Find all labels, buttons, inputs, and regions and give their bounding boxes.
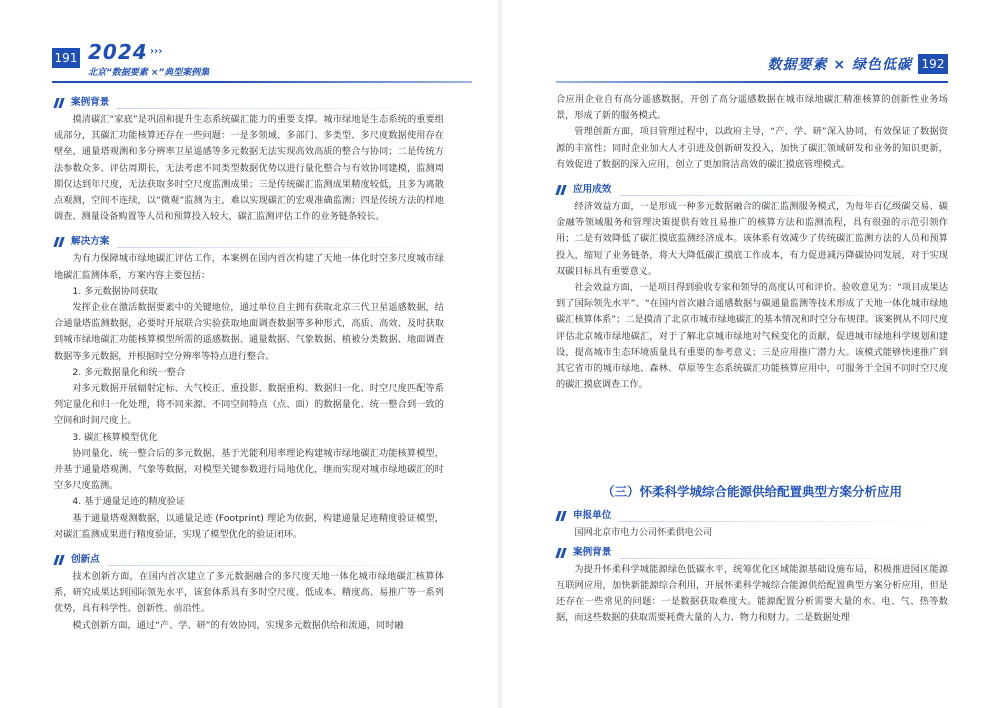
paragraph: 为提升怀柔科学城能源绿色低碳水平，统筹优化区域能源基础设施布局，积极推进园区能源互联网应用，加快新能源综合利用，开展怀柔科学城综合能源供给配置典型方案分析应用，但是还存在一些常见的问题：一是数据获取难度大。能源配置分析需要大量的水、电、气、热等数据，而这些数据的获取需要耗费大量的人力、物力和财力。二是数据处理 — [556, 563, 948, 624]
paragraph: 为有力保障城市绿地碳汇评估工作，本案例在国内首次构建了天地一体化时空多尺度城市绿地碳汇监测体系，方案内容主要包括： — [54, 253, 444, 281]
section-bars-icon — [54, 237, 66, 247]
brand-arrows-icon: ››› — [150, 46, 163, 57]
item-heading: 3. 碳汇核算模型优化 — [72, 431, 158, 443]
right-header-rule — [556, 81, 948, 83]
section-underline — [619, 195, 948, 196]
section-title-background — [54, 94, 444, 112]
paragraph: 模式创新方面，通过“产、学、研”的有效协同，实现多元数据供给和流通，同时融 — [72, 619, 404, 631]
paragraph: 基于通量塔观测数据，以通量足迹 (Footprint) 理论为依据，构建通量足迹精度验证模型，对碳汇监测成果进行精度验证，实现了模型优化的验证闭环。 — [54, 512, 444, 540]
section-title-solution — [54, 233, 444, 251]
right-column — [556, 92, 948, 626]
section-title-text: 案例背景 — [573, 546, 612, 558]
right-page-number: 192 — [918, 54, 948, 74]
section-underline — [619, 558, 948, 559]
section-bars-icon — [54, 98, 66, 108]
section-bars-icon — [54, 555, 66, 565]
section-title-text: 案例背景 — [71, 96, 110, 108]
header-tag: 数据要素 × 绿色低碳 — [767, 57, 912, 73]
paragraph: 管理创新方面，项目管理过程中，以政府主导，“产、学、研”深入协同，有效保证了数据资源的丰富性；同时企业加大人才引进及创新研发投入，加快了碳汇领域研发和业务的知识更新，有效促进了数据的深入应用，创立了更加简洁高效的碳汇摸底管理模式。 — [556, 126, 948, 170]
paragraph: 对多元数据开展辐射定标、大气校正、重投影、数据重构、数据归一化、时空尺度匹配等系列定量化和归一化处理，将不同来源、不同空间特点（点、面）的数据量化、统一整合到一致的空间和时间尺度上。 — [54, 383, 444, 427]
brand-year: 2024 — [88, 40, 148, 64]
item-heading: 1. 多元数据协同获取 — [72, 285, 158, 297]
applicant-name: 国网北京市电力公司怀柔供电公司 — [574, 527, 713, 539]
section-title-text: 解决方案 — [71, 236, 110, 248]
section-bars-icon — [556, 511, 568, 521]
brand-subtitle: 北京“数据要素 ×”典型案例集 — [88, 68, 210, 78]
paragraph: 技术创新方面，在国内首次建立了多元数据融合的多尺度天地一体化城市绿地碳汇核算体系，研究成果达到国际领先水平，该套体系具有多时空尺度、低成本、精度高、易推广等一系列优势，具有科学性、创新性、前沿性。 — [54, 571, 444, 615]
left-page-number: 191 — [52, 48, 80, 68]
section-title-text: 创新点 — [71, 553, 100, 565]
section-title-applicant — [556, 507, 948, 525]
section-title-background-2 — [556, 544, 948, 562]
section-underline — [108, 565, 444, 566]
left-column — [54, 92, 444, 634]
section-underline — [619, 521, 948, 522]
right-header — [708, 52, 948, 82]
left-header — [52, 40, 472, 80]
section-title-innovation — [54, 551, 444, 569]
section-underline — [117, 108, 444, 109]
item-heading: 2. 多元数据量化和统一整合 — [72, 366, 186, 378]
paragraph: 摸清碳汇“家底”是巩固和提升生态系统碳汇能力的重要支撑。城市绿地是生态系统的重要组成部分，其碳汇功能核算还存在一些问题：一是多领域、多部门、多类型、多尺度数据使用存在壁垒，通量塔观测和多分辨率卫星遥感等多元数据无法实现高效高质的整合与协同；二是传统方法参数众多、评估周期长，无法考虑不同类型数据优势以进行量化整合与有效协同建模，监测周期仅达到年尺度，无法获取多时空尺度监测成果；三是传统碳汇监测成果精度较低，且多为离散点观测，空间不连续，以“微观”监测为主，难以实现碳汇的宏观准确监测；四是传统方法的样地调查、测量设备购置等人员和预算投入较大，碳汇监测评估工作的业务链条较长。 — [54, 114, 444, 223]
chapter-title: （三）怀柔科学城综合能源供给配置典型方案分析应用 — [601, 484, 902, 500]
section-title-results — [556, 181, 948, 199]
section-underline — [117, 247, 444, 248]
section-title-text: 应用成效 — [573, 183, 612, 195]
paragraph: 经济效益方面，一是形成一种多元数据融合的碳汇监测服务模式，为每年百亿级碳交易、碳金融等领域服务和管理决策提供有效且易推广的核算方法和监测流程，具有很强的示范引领作用；二是有效降低了碳汇摸底监测经济成本。该体系有效减少了传统碳汇监测方法的人员和预算投入，缩短了业务链条，将大大降低碳汇摸底工作成本，有力促进减污降碳协同发展，对于实现双碳目标具有重要意义。 — [556, 201, 948, 277]
paragraph: 发挥企业在激活数据要素中的关键地位，通过单位自主拥有获取北京三代卫星遥感数据，结合通量塔监测数据，必要时开展联合实验获取地面调查数据等多种形式，高质、高效、及时获取到城市绿地碳汇功能核算模型所需的遥感数据、通量数据、气象数据、植被分类数据、地面调查数据等多元数据，并根据时空分辨率等特点进行整合。 — [54, 302, 444, 362]
paragraph-continuation: 合应用企业自有高分遥感数据，开创了高分遥感数据在城市绿地碳汇精准核算的创新性业务场景，形成了新的服务模式。 — [556, 94, 948, 122]
section-bars-icon — [556, 548, 568, 558]
item-heading: 4. 基于通量足迹的精度验证 — [72, 496, 186, 508]
paragraph: 社会效益方面，一是项目得到验收专家和领导的高度认可和评价。验收意见为：“项目成果达到了国际领先水平”、“在国内首次融合遥感数据与碳通量监测等技术形成了天地一体化城市绿地碳汇核算体系”；二是摸清了北京市城市绿地碳汇的基本情况和时空分布规律。该案例从不同尺度评估北京城市绿地碳汇，对于了解北京城市绿地对气候变化的贡献，促进城市绿地科学规划和建设，提高城市生态环境质量具有重要的参考意义；三是应用推广潜力大。该模式能够快速推广到其它省市的城市绿地、森林、草原等生态系统碳汇功能核算应用中，可服务于全国不同时空尺度的碳汇摸底调查工作。 — [556, 282, 948, 391]
section-bars-icon — [556, 185, 568, 195]
paragraph: 协同量化、统一整合后的多元数据，基于光能利用率理论构建城市绿地碳汇功能核算模型，并基于通量塔观测、气象等数据，对模型关键参数进行局地优化，继而实现对城市绿地碳汇的时空多尺度监测。 — [54, 447, 444, 492]
section-title-text: 申报单位 — [573, 510, 612, 522]
left-header-rule — [52, 81, 472, 83]
